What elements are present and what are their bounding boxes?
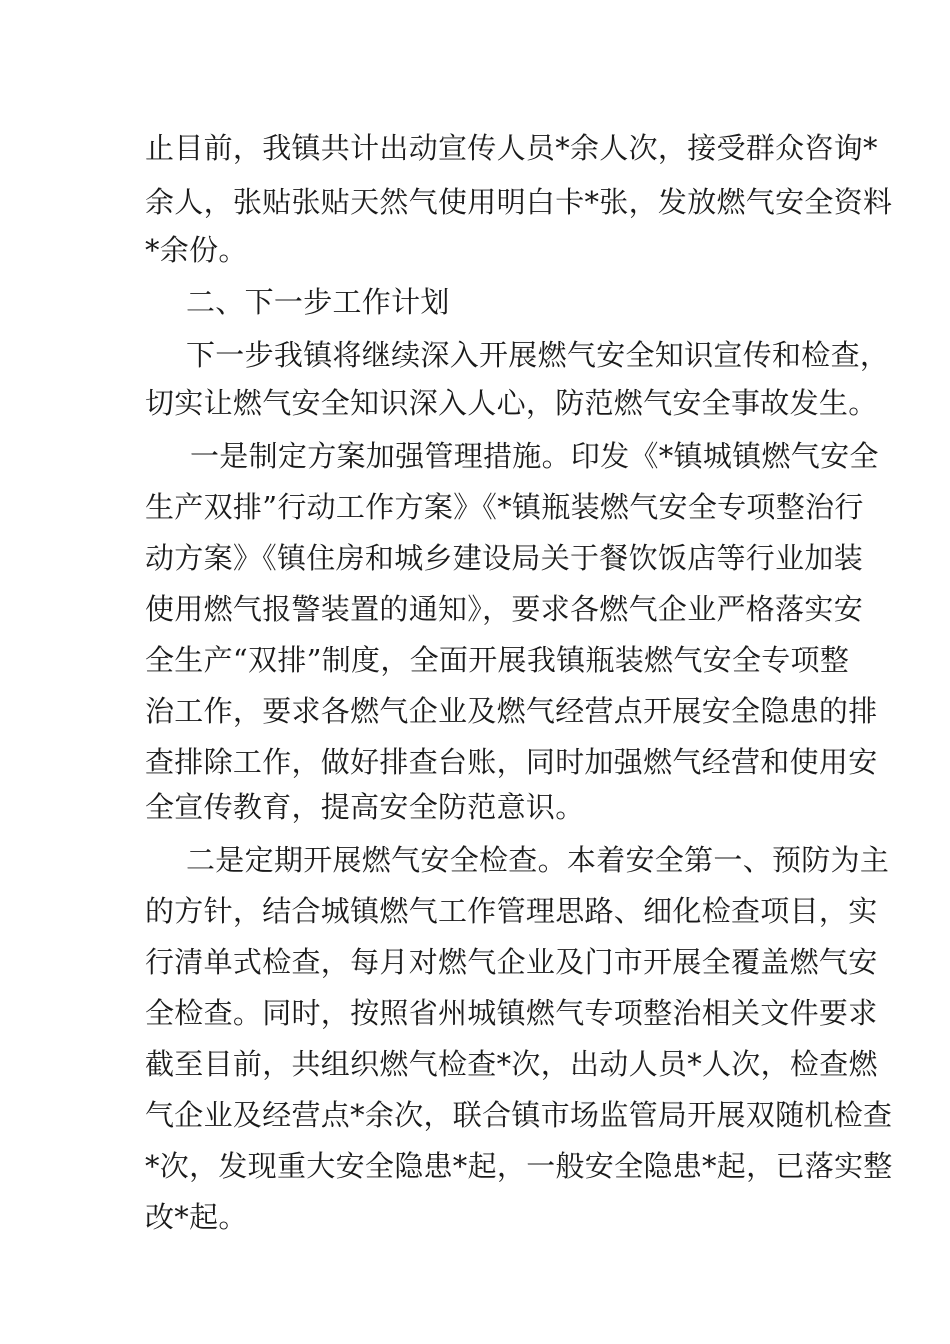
- body-text-line: 全生产“双排”制度，全面开展我镇瓶装燃气安全专项整: [145, 643, 850, 677]
- section-heading: 二、下一步工作计划: [186, 285, 450, 319]
- body-text-line: 改*起。: [145, 1200, 248, 1234]
- body-text-line: 使用燃气报警装置的通知》，要求各燃气企业严格落实安: [145, 592, 864, 626]
- body-text-line: 切实让燃气安全知识深入人心，防范燃气安全事故发生。: [145, 386, 878, 420]
- body-text-line: 止目前，我镇共计出动宣传人员*余人次，接受群众咨询*: [145, 131, 878, 165]
- body-text-line: 生产双排”行动工作方案》《*镇瓶装燃气安全专项整治行: [145, 490, 864, 524]
- body-text-line: 下一步我镇将继续深入开展燃气安全知识宣传和检查，: [186, 338, 890, 372]
- body-text-line: 二是定期开展燃气安全检查。本着安全第一、预防为主: [186, 843, 890, 877]
- body-text-line: 全宣传教育，提高安全防范意识。: [145, 790, 585, 824]
- body-text-line: 一是制定方案加强管理措施。印发《*镇城镇燃气安全: [190, 439, 879, 473]
- body-text-line: 动方案》《镇住房和城乡建设局关于餐饮饭店等行业加装: [145, 541, 864, 575]
- body-text-line: 气企业及经营点*余次，联合镇市场监管局开展双随机检查: [145, 1098, 893, 1132]
- body-text-line: 全检查。同时，按照省州城镇燃气专项整治相关文件要求: [145, 996, 878, 1030]
- body-text-line: *次，发现重大安全隐患*起，一般安全隐患*起，已落实整: [145, 1149, 893, 1183]
- body-text-line: 治工作，要求各燃气企业及燃气经营点开展安全隐患的排: [145, 694, 878, 728]
- body-text-line: 余人，张贴张贴天然气使用明白卡*张，发放燃气安全资料: [145, 185, 893, 219]
- body-text-line: 查排除工作，做好排查台账，同时加强燃气经营和使用安: [145, 745, 878, 779]
- body-text-line: 的方针，结合城镇燃气工作管理思路、细化检查项目，实: [145, 894, 878, 928]
- body-text-line: 截至目前，共组织燃气检查*次，出动人员*人次，检查燃: [145, 1047, 878, 1081]
- body-text-line: *余份。: [145, 233, 248, 267]
- body-text-line: 行清单式检查，每月对燃气企业及门市开展全覆盖燃气安: [145, 945, 878, 979]
